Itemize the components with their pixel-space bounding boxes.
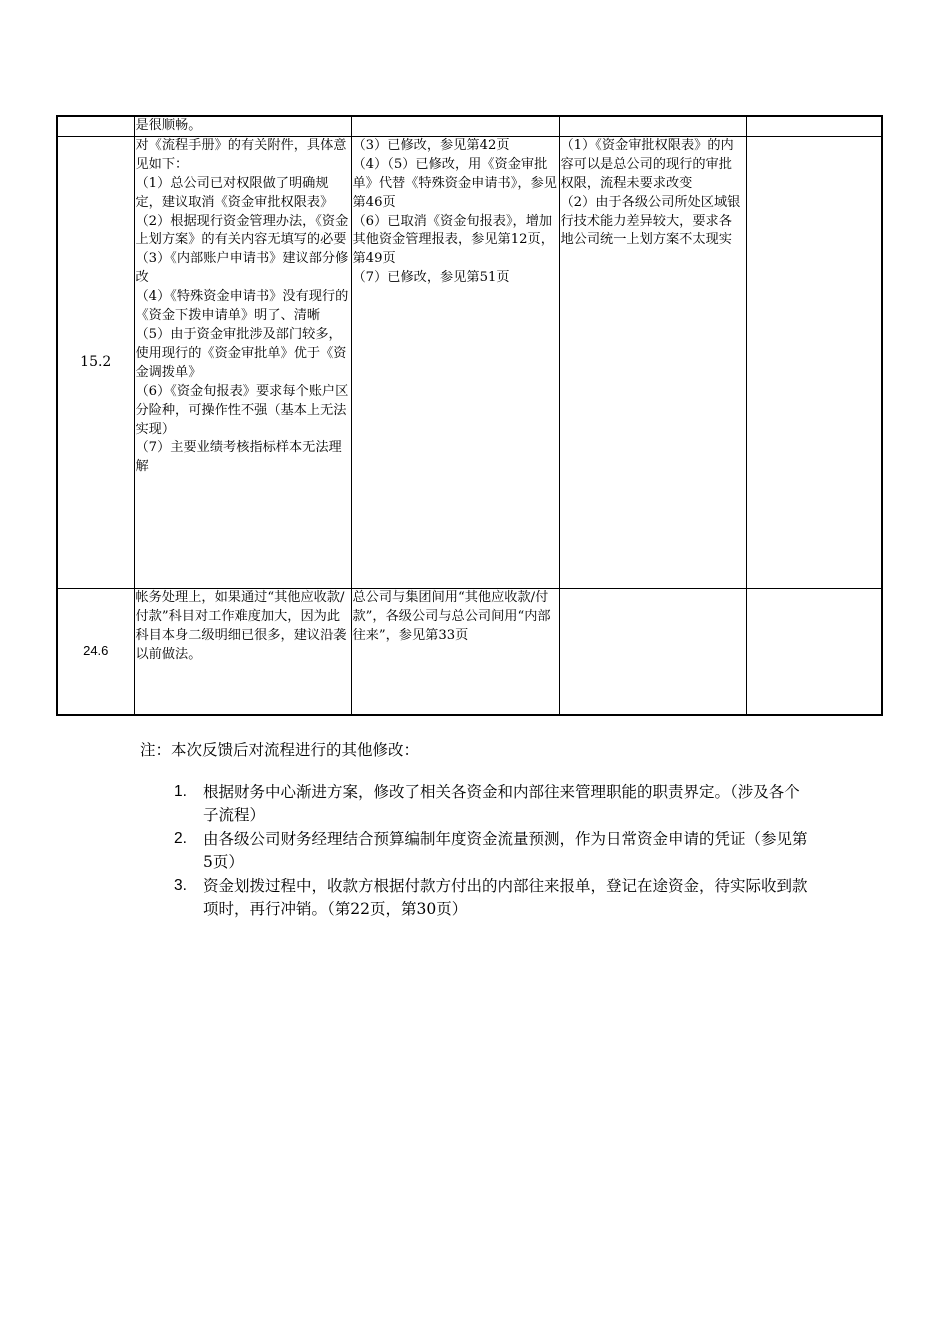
feedback-text: 帐务处理上，如果通过“其他应收款/付款”科目对工作难度加大，因为此科目本身二级明细已很多，建议沿袭以前做法。 <box>135 589 347 662</box>
response-cell <box>351 588 559 715</box>
response-text: （3）已修改，参见第42页 <box>352 137 510 153</box>
feedback-text: （2）根据现行资金管理办法，《资金上划方案》的有关内容无填写的必要 <box>135 213 349 248</box>
feedback-cell <box>134 136 351 588</box>
list-item <box>168 781 808 826</box>
response-text: （6）已取消《资金旬报表》，增加其他资金管理报表，参见第12页，第49页 <box>352 213 554 267</box>
response-text: 总公司与集团间用“其他应收款/付款”，各级公司与总公司间用“内部往来”，参见第33页 <box>352 589 551 643</box>
blank-cell <box>746 136 882 588</box>
list-item-text: 根据财务中心渐进方案，修改了相关各资金和内部往来管理职能的职责界定。（涉及各个子流程） <box>203 783 800 824</box>
feedback-text: （1）总公司已对权限做了明确规定，建议取消《资金审批权限表》 <box>135 175 334 210</box>
table-row <box>57 136 882 588</box>
notes-cell <box>559 136 746 588</box>
list-marker: 3. <box>174 877 187 894</box>
list-marker: 1. <box>174 783 187 800</box>
response-cell <box>351 136 559 588</box>
response-text: （7）已修改，参见第51页 <box>352 270 510 286</box>
list-item <box>168 828 808 873</box>
row-number: 15.2 <box>57 136 134 588</box>
feedback-text: （6）《资金旬报表》要求每个账户区分险种，可操作性不强（基本上无法实现） <box>135 383 349 437</box>
blank-cell <box>746 588 882 715</box>
notes-cell <box>559 588 746 715</box>
feedback-table <box>56 115 883 716</box>
blank-cell <box>746 116 882 136</box>
notes-text: （1）《资金审批权限表》的内容可以是总公司的现行的审批权限，流程未要求改变 <box>560 137 734 191</box>
response-cell <box>351 116 559 136</box>
row-number <box>57 116 134 136</box>
changes-list <box>168 781 808 922</box>
note-heading: 注：本次反馈后对流程进行的其他修改： <box>140 741 420 759</box>
response-text: （4）（5）已修改，用《资金审批单》代替《特殊资金申请书》，参见第46页 <box>352 156 557 210</box>
list-item <box>168 875 808 920</box>
feedback-cell <box>134 588 351 715</box>
list-marker: 2. <box>174 830 187 847</box>
feedback-cell <box>134 116 351 136</box>
feedback-text: （7）主要业绩考核指标样本无法理解 <box>135 440 342 475</box>
row-number: 24.6 <box>57 588 134 715</box>
table-row <box>57 588 882 715</box>
list-item-text: 资金划拨过程中，收款方根据付款方付出的内部往来报单，登记在途资金，待实际收到款项时，再行冲销。（第22页，第30页） <box>203 877 808 918</box>
feedback-text: 是很顺畅。 <box>135 118 202 133</box>
list-item-text: 由各级公司财务经理结合预算编制年度资金流量预测，作为日常资金申请的凭证（参见第5页） <box>203 830 808 871</box>
feedback-text: （4）《特殊资金申请书》没有现行的《资金下拨申请单》明了、清晰 <box>135 289 349 324</box>
table-row <box>57 116 882 136</box>
feedback-text: 对《流程手册》的有关附件，具体意见如下： <box>135 137 347 172</box>
notes-text: （2）由于各级公司所处区域银行技术能力差异较大，要求各地公司统一上划方案不太现实 <box>560 194 741 248</box>
feedback-text: （5）由于资金审批涉及部门较多，使用现行的《资金审批单》优于《资金调拨单》 <box>135 326 347 380</box>
notes-cell <box>559 116 746 136</box>
feedback-text: （3）《内部账户申请书》建议部分修改 <box>135 251 349 286</box>
